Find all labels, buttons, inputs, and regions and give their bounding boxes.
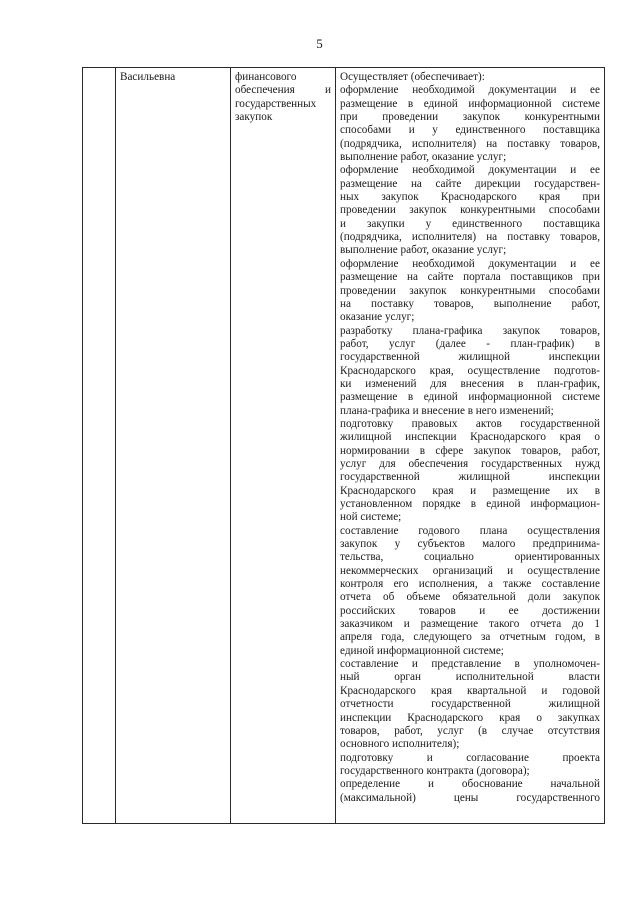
responsibility-line: российских товаров и ее достижении bbox=[340, 604, 600, 617]
responsibility-line: при проведении закупок конкурентными bbox=[340, 111, 600, 124]
responsibility-line: единой информационной системе; bbox=[340, 644, 504, 657]
responsibility-line: выполнение работ, оказание услуг; bbox=[340, 151, 507, 164]
responsibility-line: подготовку правовых актов государственной bbox=[340, 417, 600, 430]
responsibility-line: Краснодарского края и размещение их в bbox=[340, 484, 600, 497]
responsibility-line: отчетности государственной жилищной bbox=[340, 698, 600, 711]
department-name bbox=[235, 71, 331, 124]
responsibility-line: составление годового плана осуществления bbox=[340, 524, 600, 537]
responsibility-line: ки изменений для внесения в план-график, bbox=[340, 377, 600, 390]
responsibilities-text bbox=[340, 71, 600, 805]
responsibility-line: размещение на сайте портала поставщиков при bbox=[340, 271, 600, 284]
responsibility-line: оформление необходимой документации и ее bbox=[340, 257, 600, 270]
responsibility-line: основного исполнителя); bbox=[340, 738, 460, 751]
responsibility-line: некоммерческих организаций и осуществление bbox=[340, 564, 600, 577]
responsibility-line: Краснодарского края, осуществление подготов- bbox=[340, 364, 600, 377]
responsibility-line: Осуществляет (обеспечивает): bbox=[340, 71, 485, 83]
department-line: обеспечения и bbox=[235, 84, 331, 97]
responsibility-line: ных закупок Краснодарского края при bbox=[340, 191, 600, 204]
responsibility-line: оказание услуг; bbox=[340, 311, 415, 324]
page-number: 5 bbox=[316, 36, 323, 51]
department-cell bbox=[231, 68, 336, 824]
responsibility-line: нормировании в сфере закупок товаров, работ, bbox=[340, 444, 600, 457]
responsibility-line: жилищной инспекции Краснодарского края о bbox=[340, 431, 600, 444]
responsibility-line: государственной жилищной инспекции bbox=[340, 351, 600, 364]
responsibility-line: контроля его исполнения, а также составление bbox=[340, 578, 600, 591]
responsibility-line: закупок у субъектов малого предпринима- bbox=[340, 538, 600, 551]
responsibility-line: определение и обоснование начальной bbox=[340, 778, 600, 791]
responsibility-line: и закупки у единственного поставщика bbox=[340, 217, 600, 230]
responsibility-line: оформление необходимой документации и ее bbox=[340, 84, 600, 97]
department-line: финансового bbox=[235, 71, 297, 83]
responsibility-line: услуг для обеспечения государственных нужд bbox=[340, 457, 600, 470]
responsibility-line: (максимальной) цены государственного bbox=[340, 791, 600, 804]
responsibility-line: государственного контракта (договора); bbox=[340, 764, 530, 777]
responsibility-line: Краснодарского края квартальной и годовой bbox=[340, 684, 600, 697]
staff-duties-table bbox=[82, 67, 605, 824]
responsibility-line: работ, услуг (далее - план-график) в bbox=[340, 337, 600, 350]
responsibility-line: размещение на сайте дирекции государствен- bbox=[340, 177, 600, 190]
responsibility-line: проведении закупок конкурентными способами bbox=[340, 204, 600, 217]
responsibility-line: разработку плана-графика закупок товаров, bbox=[340, 324, 600, 337]
responsibility-line: государственной жилищной инспекции bbox=[340, 471, 600, 484]
responsibility-line: проведении закупок конкурентными способами bbox=[340, 284, 600, 297]
employee-name-cell bbox=[116, 68, 231, 824]
responsibility-line: тельства, социально ориентированных bbox=[340, 551, 600, 564]
employee-name: Васильевна bbox=[120, 71, 176, 83]
responsibility-line: подготовку и согласование проекта bbox=[340, 751, 600, 764]
department-line: государственных bbox=[235, 97, 317, 110]
responsibility-line: способами и у единственного поставщика bbox=[340, 124, 600, 137]
responsibility-line: отчета об объеме обязательной доли закупок bbox=[340, 591, 600, 604]
responsibility-line: инспекции Краснодарского края о закупках bbox=[340, 711, 600, 724]
responsibility-line: (подрядчика, исполнителя) на поставку товаров, bbox=[340, 137, 600, 150]
responsibility-line: апреля года, следующего за отчетным годом, в bbox=[340, 631, 600, 644]
table-row bbox=[83, 68, 605, 824]
responsibility-line: заказчиком и размещение такого отчета до 1 bbox=[340, 618, 600, 631]
responsibility-line: размещение в единой информационной системе bbox=[340, 97, 600, 110]
responsibility-line: оформление необходимой документации и ее bbox=[340, 164, 600, 177]
responsibilities-cell bbox=[336, 68, 605, 824]
responsibility-line: (подрядчика, исполнителя) на поставку товаров, bbox=[340, 231, 600, 244]
responsibility-line: размещение в единой информационной системе bbox=[340, 391, 600, 404]
row-index-cell bbox=[83, 68, 116, 824]
responsibility-line: установленном порядке в единой информацион- bbox=[340, 498, 600, 510]
responsibility-line: на поставку товаров, выполнение работ, bbox=[340, 297, 600, 310]
responsibility-line: плана-графика и внесение в него изменений; bbox=[340, 404, 554, 417]
responsibility-line: ной системе; bbox=[340, 511, 402, 524]
responsibility-line: ный орган исполнительной власти bbox=[340, 671, 600, 684]
responsibility-line: составление и представление в уполномочен- bbox=[340, 658, 600, 671]
responsibility-line: товаров, работ, услуг (в случае отсутствия bbox=[340, 724, 600, 737]
department-line: закупок bbox=[235, 111, 273, 124]
responsibility-line: выполнение работ, оказание услуг; bbox=[340, 244, 507, 257]
